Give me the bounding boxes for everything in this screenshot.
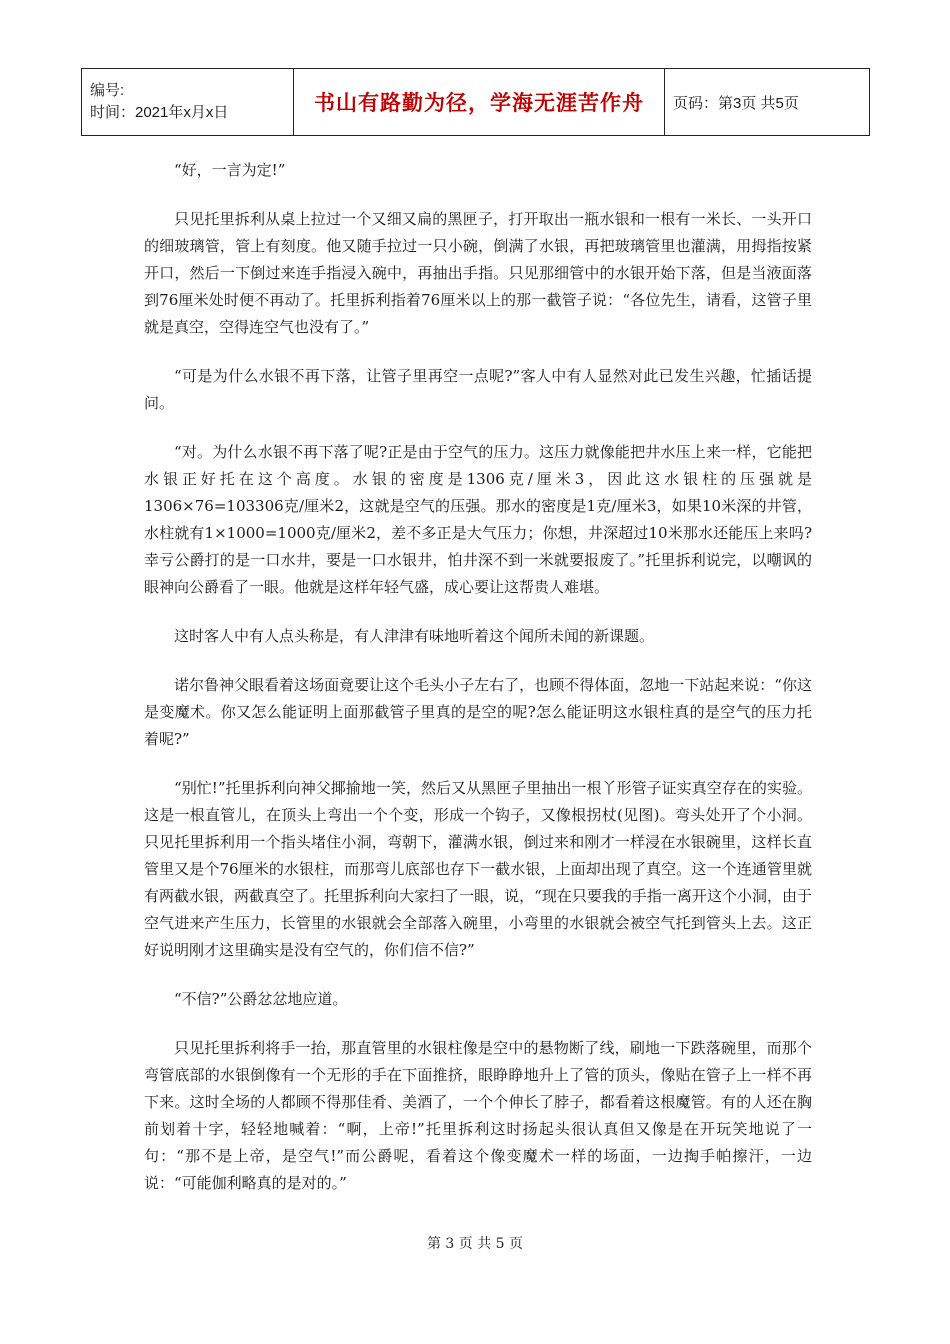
paragraph: “不信?”公爵忿忿地应道。 (174, 990, 348, 1008)
motto: 书山有路勤为径，学海无涯苦作舟 (294, 69, 665, 136)
page-footer: 第 3 页 共 5 页 (426, 1236, 524, 1252)
header-table (81, 68, 870, 136)
number-label: 编号: (90, 82, 125, 99)
paragraph: 这时客人中有人点头称是，有人津津有味地听着这个闻所未闻的新课题。 (174, 627, 655, 645)
header-left-cell (82, 69, 294, 136)
paragraph: 只见托里拆利从桌上拉过一个又细又扁的黑匣子，打开取出一瓶水银和一根有一米长、一头开口的细玻璃管，管上有刻度。他又随手拉过一只小碗，倒满了水银，再把玻璃管里也灌满，用拇指按紧开口，然后一下倒过来连手指浸入碗中，再抽出手指。只见那细管中的水银开始下落，但是当液面落到76厘米处时便不再动了。托里拆利指着76厘米以上的那一截管子说：“各位先生，请看，这管子里就是真空，空得连空气也没有了。” (144, 210, 812, 336)
document-body (144, 157, 812, 1219)
paragraph: “可是为什么水银不再下落，让管子里再空一点呢?”客人中有人显然对此已发生兴趣，忙插话提问。 (144, 367, 812, 412)
paragraph: “别忙!”托里拆利向神父揶揄地一笑，然后又从黑匣子里抽出一根丫形管子证实真空存在的实验。这是一根直管儿，在顶头上弯出一个个变，形成一个钩子，又像根拐杖(见图)。弯头处开了个小洞。只见托里拆利用一个指头堵住小洞，弯朝下，灌满水银，倒过来和刚才一样浸在水银碗里，这样长直管里又是个76厘米的水银柱，而那弯儿底部也存下一截水银，上面却出现了真空。这一个连通管里就有两截水银，两截真空了。托里拆利向大家扫了一眼，说，“现在只要我的手指一离开这个小洞，由于空气进来产生压力，长管里的水银就会全部落入碗里，小弯里的水银就会被空气托到管头上去。这正好说明刚才这里确实是没有空气的，你们信不信?” (144, 779, 812, 959)
paragraph: “好，一言为定!” (174, 161, 286, 179)
paragraph: 诺尔鲁神父眼看着这场面竟要让这个毛头小子左右了，也顾不得体面，忽地一下站起来说：“你这是变魔术。你又怎么能证明上面那截管子里真的是空的呢?怎么能证明这水银柱真的是空气的压力托着呢?” (144, 676, 812, 748)
page-info: 页码：第3页 共5页 (665, 69, 870, 136)
paragraph: 只见托里拆利将手一抬，那直管里的水银柱像是空中的悬物断了线，刷地一下跌落碗里，而那个弯管底部的水银倒像有一个无形的手在下面推挤，眼睁睁地升上了管的顶头，像贴在管子上一样不再下来。这时全场的人都顾不得那佳肴、美酒了，一个个伸长了脖子，都看着这根魔管。有的人还在胸前划着十字，轻轻地喊着：“啊，上帝!”托里拆利这时扬起头很认真但又像是在开玩笑地说了一句：“那不是上帝，是空气!”而公爵呢，看着这个像变魔术一样的场面，一边掏手帕擦汗，一边说：“可能伽利略真的是对的。” (144, 1039, 812, 1192)
paragraph: “对。为什么水银不再下落了呢?正是由于空气的压力。这压力就像能把井水压上来一样，它能把水银正好托在这个高度。水银的密度是1306克/厘米3，因此这水银柱的压强就是1306×76=103306克/厘米2，这就是空气的压强。那水的密度是1克/厘米3，如果10米深的井管，水柱就有1×1000=1000克/厘米2，差不多正是大气压力；你想，井深超过10米那水还能压上来吗?幸亏公爵打的是一口水井，要是一口水银井，怕井深不到一米就要报废了。”托里拆利说完，以嘲讽的眼神向公爵看了一眼。他就是这样年轻气盛，成心要让这帮贵人难堪。 (144, 443, 812, 596)
date-label: 时间：2021年x月x日 (90, 104, 229, 121)
